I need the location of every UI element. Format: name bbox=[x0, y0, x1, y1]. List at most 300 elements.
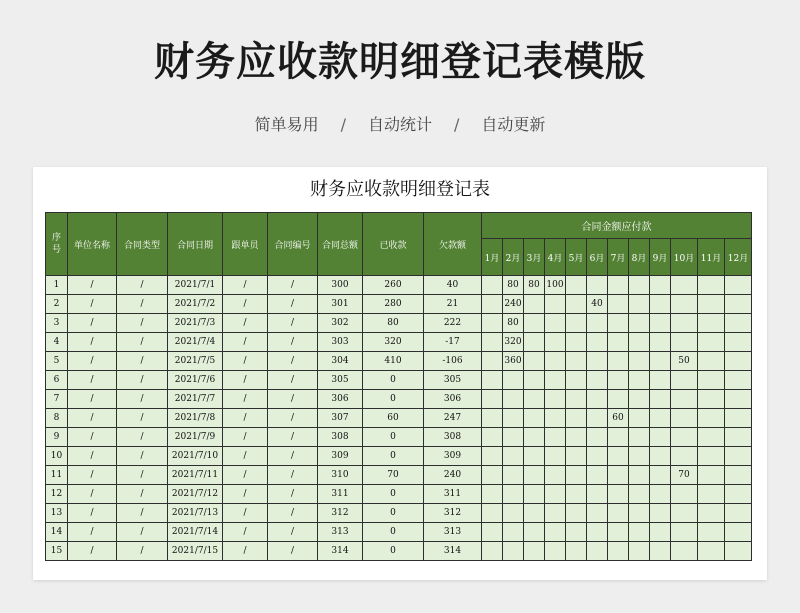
cell-month-payment[interactable] bbox=[650, 504, 671, 523]
cell-contract-no[interactable]: / bbox=[268, 542, 318, 561]
cell-month-payment[interactable] bbox=[650, 371, 671, 390]
cell-month-payment[interactable] bbox=[629, 523, 650, 542]
cell-date[interactable]: 2021/7/2 bbox=[168, 295, 223, 314]
cell-month-payment[interactable] bbox=[629, 333, 650, 352]
cell-month-payment[interactable] bbox=[566, 276, 587, 295]
cell-month-payment[interactable] bbox=[698, 352, 725, 371]
cell-month-payment[interactable] bbox=[698, 390, 725, 409]
cell-month-payment[interactable] bbox=[482, 523, 503, 542]
cell-month-payment[interactable] bbox=[671, 409, 698, 428]
cell-contract-no[interactable]: / bbox=[268, 314, 318, 333]
cell-month-payment[interactable] bbox=[698, 314, 725, 333]
cell-month-payment[interactable] bbox=[629, 428, 650, 447]
cell-month-payment[interactable] bbox=[503, 485, 524, 504]
cell-month-payment[interactable] bbox=[725, 333, 752, 352]
cell-month-payment[interactable] bbox=[566, 428, 587, 447]
cell-seq[interactable]: 3 bbox=[46, 314, 68, 333]
cell-owed[interactable]: 21 bbox=[424, 295, 482, 314]
cell-month-payment[interactable] bbox=[545, 352, 566, 371]
cell-month-payment[interactable] bbox=[629, 314, 650, 333]
cell-month-payment[interactable] bbox=[629, 295, 650, 314]
cell-month-payment[interactable] bbox=[482, 390, 503, 409]
cell-contract-no[interactable]: / bbox=[268, 409, 318, 428]
cell-month-payment[interactable] bbox=[566, 371, 587, 390]
cell-month-payment[interactable] bbox=[545, 428, 566, 447]
cell-month-payment[interactable] bbox=[587, 409, 608, 428]
cell-month-payment[interactable] bbox=[698, 485, 725, 504]
cell-month-payment[interactable] bbox=[671, 314, 698, 333]
cell-owed[interactable]: -106 bbox=[424, 352, 482, 371]
cell-month-payment[interactable] bbox=[671, 542, 698, 561]
cell-month-payment[interactable] bbox=[524, 390, 545, 409]
cell-seq[interactable]: 12 bbox=[46, 485, 68, 504]
cell-follower[interactable]: / bbox=[223, 333, 268, 352]
cell-unit[interactable]: / bbox=[68, 371, 117, 390]
cell-owed[interactable]: 247 bbox=[424, 409, 482, 428]
cell-month-payment[interactable] bbox=[587, 428, 608, 447]
cell-date[interactable]: 2021/7/14 bbox=[168, 523, 223, 542]
cell-month-payment[interactable] bbox=[545, 409, 566, 428]
cell-contract-no[interactable]: / bbox=[268, 485, 318, 504]
cell-total[interactable]: 304 bbox=[318, 352, 363, 371]
cell-total[interactable]: 314 bbox=[318, 542, 363, 561]
cell-month-payment[interactable] bbox=[503, 409, 524, 428]
cell-month-payment[interactable] bbox=[587, 447, 608, 466]
cell-month-payment[interactable] bbox=[608, 314, 629, 333]
cell-received[interactable]: 0 bbox=[363, 390, 424, 409]
cell-month-payment[interactable] bbox=[524, 447, 545, 466]
cell-type[interactable]: / bbox=[117, 333, 168, 352]
cell-total[interactable]: 307 bbox=[318, 409, 363, 428]
cell-total[interactable]: 301 bbox=[318, 295, 363, 314]
cell-follower[interactable]: / bbox=[223, 447, 268, 466]
cell-month-payment[interactable] bbox=[482, 295, 503, 314]
cell-month-payment[interactable] bbox=[545, 542, 566, 561]
cell-month-payment[interactable]: 40 bbox=[587, 295, 608, 314]
cell-month-payment[interactable] bbox=[503, 542, 524, 561]
cell-month-payment[interactable] bbox=[650, 333, 671, 352]
cell-month-payment[interactable] bbox=[650, 295, 671, 314]
cell-month-payment[interactable] bbox=[524, 428, 545, 447]
cell-month-payment[interactable] bbox=[725, 447, 752, 466]
cell-total[interactable]: 305 bbox=[318, 371, 363, 390]
cell-type[interactable]: / bbox=[117, 447, 168, 466]
cell-month-payment[interactable] bbox=[587, 352, 608, 371]
cell-month-payment[interactable] bbox=[482, 371, 503, 390]
cell-seq[interactable]: 2 bbox=[46, 295, 68, 314]
cell-owed[interactable]: 314 bbox=[424, 542, 482, 561]
cell-follower[interactable]: / bbox=[223, 523, 268, 542]
cell-follower[interactable]: / bbox=[223, 390, 268, 409]
cell-date[interactable]: 2021/7/11 bbox=[168, 466, 223, 485]
cell-month-payment[interactable] bbox=[629, 447, 650, 466]
cell-month-payment[interactable] bbox=[482, 485, 503, 504]
cell-unit[interactable]: / bbox=[68, 447, 117, 466]
cell-type[interactable]: / bbox=[117, 390, 168, 409]
cell-month-payment[interactable] bbox=[524, 409, 545, 428]
cell-month-payment[interactable] bbox=[608, 371, 629, 390]
cell-month-payment[interactable] bbox=[545, 447, 566, 466]
cell-month-payment[interactable] bbox=[698, 409, 725, 428]
cell-month-payment[interactable] bbox=[671, 333, 698, 352]
cell-received[interactable]: 0 bbox=[363, 504, 424, 523]
cell-month-payment[interactable] bbox=[608, 428, 629, 447]
cell-month-payment[interactable] bbox=[725, 371, 752, 390]
cell-month-payment[interactable] bbox=[671, 504, 698, 523]
cell-month-payment[interactable] bbox=[629, 276, 650, 295]
cell-month-payment[interactable] bbox=[650, 276, 671, 295]
cell-month-payment[interactable] bbox=[671, 523, 698, 542]
cell-date[interactable]: 2021/7/7 bbox=[168, 390, 223, 409]
cell-month-payment[interactable]: 100 bbox=[545, 276, 566, 295]
cell-month-payment[interactable] bbox=[650, 352, 671, 371]
cell-seq[interactable]: 13 bbox=[46, 504, 68, 523]
cell-month-payment[interactable] bbox=[671, 485, 698, 504]
cell-unit[interactable]: / bbox=[68, 523, 117, 542]
cell-date[interactable]: 2021/7/15 bbox=[168, 542, 223, 561]
cell-month-payment[interactable] bbox=[503, 504, 524, 523]
cell-month-payment[interactable] bbox=[608, 390, 629, 409]
cell-seq[interactable]: 7 bbox=[46, 390, 68, 409]
cell-total[interactable]: 308 bbox=[318, 428, 363, 447]
cell-seq[interactable]: 8 bbox=[46, 409, 68, 428]
cell-type[interactable]: / bbox=[117, 295, 168, 314]
cell-total[interactable]: 302 bbox=[318, 314, 363, 333]
cell-follower[interactable]: / bbox=[223, 314, 268, 333]
cell-received[interactable]: 60 bbox=[363, 409, 424, 428]
cell-month-payment[interactable] bbox=[650, 466, 671, 485]
cell-date[interactable]: 2021/7/10 bbox=[168, 447, 223, 466]
cell-type[interactable]: / bbox=[117, 276, 168, 295]
cell-month-payment[interactable]: 70 bbox=[671, 466, 698, 485]
cell-type[interactable]: / bbox=[117, 371, 168, 390]
cell-unit[interactable]: / bbox=[68, 333, 117, 352]
cell-month-payment[interactable] bbox=[587, 276, 608, 295]
cell-month-payment[interactable] bbox=[650, 409, 671, 428]
cell-follower[interactable]: / bbox=[223, 485, 268, 504]
cell-contract-no[interactable]: / bbox=[268, 371, 318, 390]
cell-month-payment[interactable] bbox=[650, 485, 671, 504]
cell-follower[interactable]: / bbox=[223, 504, 268, 523]
cell-received[interactable]: 0 bbox=[363, 485, 424, 504]
cell-month-payment[interactable] bbox=[608, 447, 629, 466]
cell-type[interactable]: / bbox=[117, 409, 168, 428]
cell-month-payment[interactable] bbox=[482, 428, 503, 447]
cell-seq[interactable]: 1 bbox=[46, 276, 68, 295]
cell-month-payment[interactable] bbox=[566, 390, 587, 409]
cell-owed[interactable]: 222 bbox=[424, 314, 482, 333]
cell-received[interactable]: 70 bbox=[363, 466, 424, 485]
cell-owed[interactable]: 313 bbox=[424, 523, 482, 542]
cell-month-payment[interactable] bbox=[545, 504, 566, 523]
cell-month-payment[interactable] bbox=[587, 371, 608, 390]
cell-contract-no[interactable]: / bbox=[268, 428, 318, 447]
cell-month-payment[interactable] bbox=[566, 485, 587, 504]
cell-contract-no[interactable]: / bbox=[268, 466, 318, 485]
cell-month-payment[interactable] bbox=[482, 276, 503, 295]
cell-month-payment[interactable] bbox=[671, 295, 698, 314]
cell-follower[interactable]: / bbox=[223, 352, 268, 371]
cell-month-payment[interactable] bbox=[725, 542, 752, 561]
cell-month-payment[interactable] bbox=[524, 371, 545, 390]
cell-unit[interactable]: / bbox=[68, 466, 117, 485]
cell-month-payment[interactable] bbox=[725, 352, 752, 371]
cell-month-payment[interactable] bbox=[650, 447, 671, 466]
cell-month-payment[interactable] bbox=[524, 333, 545, 352]
cell-received[interactable]: 320 bbox=[363, 333, 424, 352]
cell-month-payment[interactable] bbox=[503, 523, 524, 542]
cell-month-payment[interactable] bbox=[629, 504, 650, 523]
cell-contract-no[interactable]: / bbox=[268, 504, 318, 523]
cell-month-payment[interactable] bbox=[566, 352, 587, 371]
cell-month-payment[interactable] bbox=[608, 466, 629, 485]
cell-month-payment[interactable] bbox=[698, 295, 725, 314]
cell-unit[interactable]: / bbox=[68, 485, 117, 504]
cell-month-payment[interactable] bbox=[608, 485, 629, 504]
cell-type[interactable]: / bbox=[117, 466, 168, 485]
cell-month-payment[interactable] bbox=[698, 333, 725, 352]
cell-total[interactable]: 306 bbox=[318, 390, 363, 409]
cell-received[interactable]: 260 bbox=[363, 276, 424, 295]
cell-contract-no[interactable]: / bbox=[268, 352, 318, 371]
cell-received[interactable]: 0 bbox=[363, 428, 424, 447]
cell-month-payment[interactable] bbox=[629, 485, 650, 504]
cell-month-payment[interactable] bbox=[545, 485, 566, 504]
cell-follower[interactable]: / bbox=[223, 428, 268, 447]
cell-unit[interactable]: / bbox=[68, 390, 117, 409]
cell-month-payment[interactable] bbox=[566, 466, 587, 485]
cell-month-payment[interactable] bbox=[566, 542, 587, 561]
cell-month-payment[interactable] bbox=[608, 333, 629, 352]
cell-month-payment[interactable] bbox=[524, 352, 545, 371]
cell-month-payment[interactable] bbox=[629, 466, 650, 485]
cell-seq[interactable]: 14 bbox=[46, 523, 68, 542]
cell-month-payment[interactable] bbox=[725, 314, 752, 333]
cell-month-payment[interactable] bbox=[698, 504, 725, 523]
cell-month-payment[interactable] bbox=[503, 447, 524, 466]
cell-owed[interactable]: 40 bbox=[424, 276, 482, 295]
cell-owed[interactable]: 309 bbox=[424, 447, 482, 466]
cell-month-payment[interactable] bbox=[524, 523, 545, 542]
cell-month-payment[interactable] bbox=[482, 352, 503, 371]
cell-date[interactable]: 2021/7/9 bbox=[168, 428, 223, 447]
cell-date[interactable]: 2021/7/6 bbox=[168, 371, 223, 390]
cell-month-payment[interactable]: 240 bbox=[503, 295, 524, 314]
cell-contract-no[interactable]: / bbox=[268, 447, 318, 466]
cell-total[interactable]: 313 bbox=[318, 523, 363, 542]
cell-month-payment[interactable] bbox=[650, 428, 671, 447]
cell-received[interactable]: 80 bbox=[363, 314, 424, 333]
cell-month-payment[interactable] bbox=[545, 314, 566, 333]
cell-month-payment[interactable] bbox=[671, 390, 698, 409]
cell-date[interactable]: 2021/7/1 bbox=[168, 276, 223, 295]
cell-received[interactable]: 0 bbox=[363, 447, 424, 466]
cell-contract-no[interactable]: / bbox=[268, 295, 318, 314]
cell-type[interactable]: / bbox=[117, 504, 168, 523]
cell-month-payment[interactable] bbox=[524, 295, 545, 314]
cell-month-payment[interactable] bbox=[545, 295, 566, 314]
cell-total[interactable]: 311 bbox=[318, 485, 363, 504]
cell-month-payment[interactable] bbox=[587, 504, 608, 523]
cell-month-payment[interactable] bbox=[725, 295, 752, 314]
cell-date[interactable]: 2021/7/3 bbox=[168, 314, 223, 333]
cell-type[interactable]: / bbox=[117, 428, 168, 447]
cell-month-payment[interactable] bbox=[725, 390, 752, 409]
cell-month-payment[interactable] bbox=[629, 390, 650, 409]
cell-month-payment[interactable] bbox=[545, 390, 566, 409]
cell-follower[interactable]: / bbox=[223, 276, 268, 295]
cell-month-payment[interactable] bbox=[629, 542, 650, 561]
cell-month-payment[interactable] bbox=[671, 276, 698, 295]
cell-unit[interactable]: / bbox=[68, 409, 117, 428]
cell-total[interactable]: 310 bbox=[318, 466, 363, 485]
cell-month-payment[interactable] bbox=[671, 371, 698, 390]
cell-month-payment[interactable] bbox=[725, 485, 752, 504]
cell-follower[interactable]: / bbox=[223, 466, 268, 485]
cell-unit[interactable]: / bbox=[68, 542, 117, 561]
cell-month-payment[interactable]: 360 bbox=[503, 352, 524, 371]
cell-month-payment[interactable] bbox=[629, 371, 650, 390]
cell-unit[interactable]: / bbox=[68, 428, 117, 447]
cell-month-payment[interactable] bbox=[650, 314, 671, 333]
cell-total[interactable]: 309 bbox=[318, 447, 363, 466]
cell-date[interactable]: 2021/7/5 bbox=[168, 352, 223, 371]
cell-received[interactable]: 280 bbox=[363, 295, 424, 314]
cell-month-payment[interactable] bbox=[566, 504, 587, 523]
cell-month-payment[interactable] bbox=[566, 295, 587, 314]
cell-month-payment[interactable] bbox=[566, 523, 587, 542]
cell-contract-no[interactable]: / bbox=[268, 523, 318, 542]
cell-month-payment[interactable] bbox=[482, 409, 503, 428]
cell-month-payment[interactable] bbox=[629, 352, 650, 371]
cell-month-payment[interactable]: 80 bbox=[503, 314, 524, 333]
cell-month-payment[interactable] bbox=[482, 504, 503, 523]
cell-owed[interactable]: 311 bbox=[424, 485, 482, 504]
cell-month-payment[interactable] bbox=[524, 542, 545, 561]
cell-contract-no[interactable]: / bbox=[268, 276, 318, 295]
cell-received[interactable]: 0 bbox=[363, 371, 424, 390]
cell-month-payment[interactable]: 320 bbox=[503, 333, 524, 352]
cell-month-payment[interactable] bbox=[566, 447, 587, 466]
cell-month-payment[interactable] bbox=[698, 523, 725, 542]
cell-month-payment[interactable] bbox=[698, 428, 725, 447]
cell-follower[interactable]: / bbox=[223, 409, 268, 428]
cell-month-payment[interactable] bbox=[698, 276, 725, 295]
cell-seq[interactable]: 15 bbox=[46, 542, 68, 561]
cell-seq[interactable]: 9 bbox=[46, 428, 68, 447]
cell-month-payment[interactable] bbox=[650, 542, 671, 561]
cell-contract-no[interactable]: / bbox=[268, 390, 318, 409]
cell-unit[interactable]: / bbox=[68, 295, 117, 314]
cell-month-payment[interactable] bbox=[482, 333, 503, 352]
cell-month-payment[interactable] bbox=[608, 504, 629, 523]
cell-date[interactable]: 2021/7/4 bbox=[168, 333, 223, 352]
cell-seq[interactable]: 5 bbox=[46, 352, 68, 371]
cell-follower[interactable]: / bbox=[223, 371, 268, 390]
cell-unit[interactable]: / bbox=[68, 504, 117, 523]
cell-month-payment[interactable] bbox=[524, 466, 545, 485]
cell-month-payment[interactable] bbox=[545, 371, 566, 390]
cell-month-payment[interactable] bbox=[545, 523, 566, 542]
cell-month-payment[interactable] bbox=[524, 485, 545, 504]
cell-month-payment[interactable] bbox=[608, 295, 629, 314]
cell-month-payment[interactable] bbox=[587, 485, 608, 504]
cell-type[interactable]: / bbox=[117, 352, 168, 371]
cell-month-payment[interactable] bbox=[587, 466, 608, 485]
cell-date[interactable]: 2021/7/8 bbox=[168, 409, 223, 428]
cell-month-payment[interactable] bbox=[545, 466, 566, 485]
cell-month-payment[interactable] bbox=[698, 371, 725, 390]
cell-date[interactable]: 2021/7/13 bbox=[168, 504, 223, 523]
cell-month-payment[interactable] bbox=[587, 523, 608, 542]
cell-month-payment[interactable] bbox=[608, 352, 629, 371]
cell-type[interactable]: / bbox=[117, 523, 168, 542]
cell-month-payment[interactable] bbox=[725, 523, 752, 542]
cell-month-payment[interactable] bbox=[725, 409, 752, 428]
cell-month-payment[interactable] bbox=[608, 276, 629, 295]
cell-month-payment[interactable] bbox=[608, 542, 629, 561]
cell-month-payment[interactable] bbox=[608, 523, 629, 542]
cell-unit[interactable]: / bbox=[68, 314, 117, 333]
cell-type[interactable]: / bbox=[117, 485, 168, 504]
cell-seq[interactable]: 10 bbox=[46, 447, 68, 466]
cell-month-payment[interactable] bbox=[524, 314, 545, 333]
cell-month-payment[interactable] bbox=[482, 542, 503, 561]
cell-month-payment[interactable] bbox=[503, 428, 524, 447]
cell-month-payment[interactable] bbox=[725, 504, 752, 523]
cell-owed[interactable]: 306 bbox=[424, 390, 482, 409]
cell-month-payment[interactable] bbox=[698, 447, 725, 466]
cell-follower[interactable]: / bbox=[223, 295, 268, 314]
cell-month-payment[interactable] bbox=[566, 333, 587, 352]
cell-total[interactable]: 300 bbox=[318, 276, 363, 295]
cell-month-payment[interactable] bbox=[671, 447, 698, 466]
cell-month-payment[interactable]: 80 bbox=[524, 276, 545, 295]
cell-month-payment[interactable] bbox=[698, 466, 725, 485]
cell-month-payment[interactable] bbox=[725, 466, 752, 485]
cell-total[interactable]: 312 bbox=[318, 504, 363, 523]
cell-type[interactable]: / bbox=[117, 542, 168, 561]
cell-month-payment[interactable] bbox=[587, 333, 608, 352]
cell-month-payment[interactable] bbox=[545, 333, 566, 352]
cell-month-payment[interactable] bbox=[587, 390, 608, 409]
cell-month-payment[interactable]: 80 bbox=[503, 276, 524, 295]
cell-month-payment[interactable] bbox=[482, 447, 503, 466]
cell-month-payment[interactable] bbox=[566, 314, 587, 333]
cell-month-payment[interactable] bbox=[698, 542, 725, 561]
cell-owed[interactable]: 240 bbox=[424, 466, 482, 485]
cell-owed[interactable]: 308 bbox=[424, 428, 482, 447]
cell-date[interactable]: 2021/7/12 bbox=[168, 485, 223, 504]
cell-month-payment[interactable] bbox=[503, 466, 524, 485]
cell-month-payment[interactable] bbox=[671, 428, 698, 447]
cell-seq[interactable]: 6 bbox=[46, 371, 68, 390]
cell-owed[interactable]: 312 bbox=[424, 504, 482, 523]
cell-follower[interactable]: / bbox=[223, 542, 268, 561]
cell-received[interactable]: 410 bbox=[363, 352, 424, 371]
cell-month-payment[interactable] bbox=[524, 504, 545, 523]
cell-month-payment[interactable] bbox=[587, 542, 608, 561]
cell-month-payment[interactable] bbox=[482, 314, 503, 333]
cell-unit[interactable]: / bbox=[68, 276, 117, 295]
cell-month-payment[interactable] bbox=[503, 371, 524, 390]
cell-seq[interactable]: 11 bbox=[46, 466, 68, 485]
cell-seq[interactable]: 4 bbox=[46, 333, 68, 352]
cell-total[interactable]: 303 bbox=[318, 333, 363, 352]
cell-month-payment[interactable] bbox=[650, 390, 671, 409]
cell-unit[interactable]: / bbox=[68, 352, 117, 371]
cell-month-payment[interactable] bbox=[629, 409, 650, 428]
